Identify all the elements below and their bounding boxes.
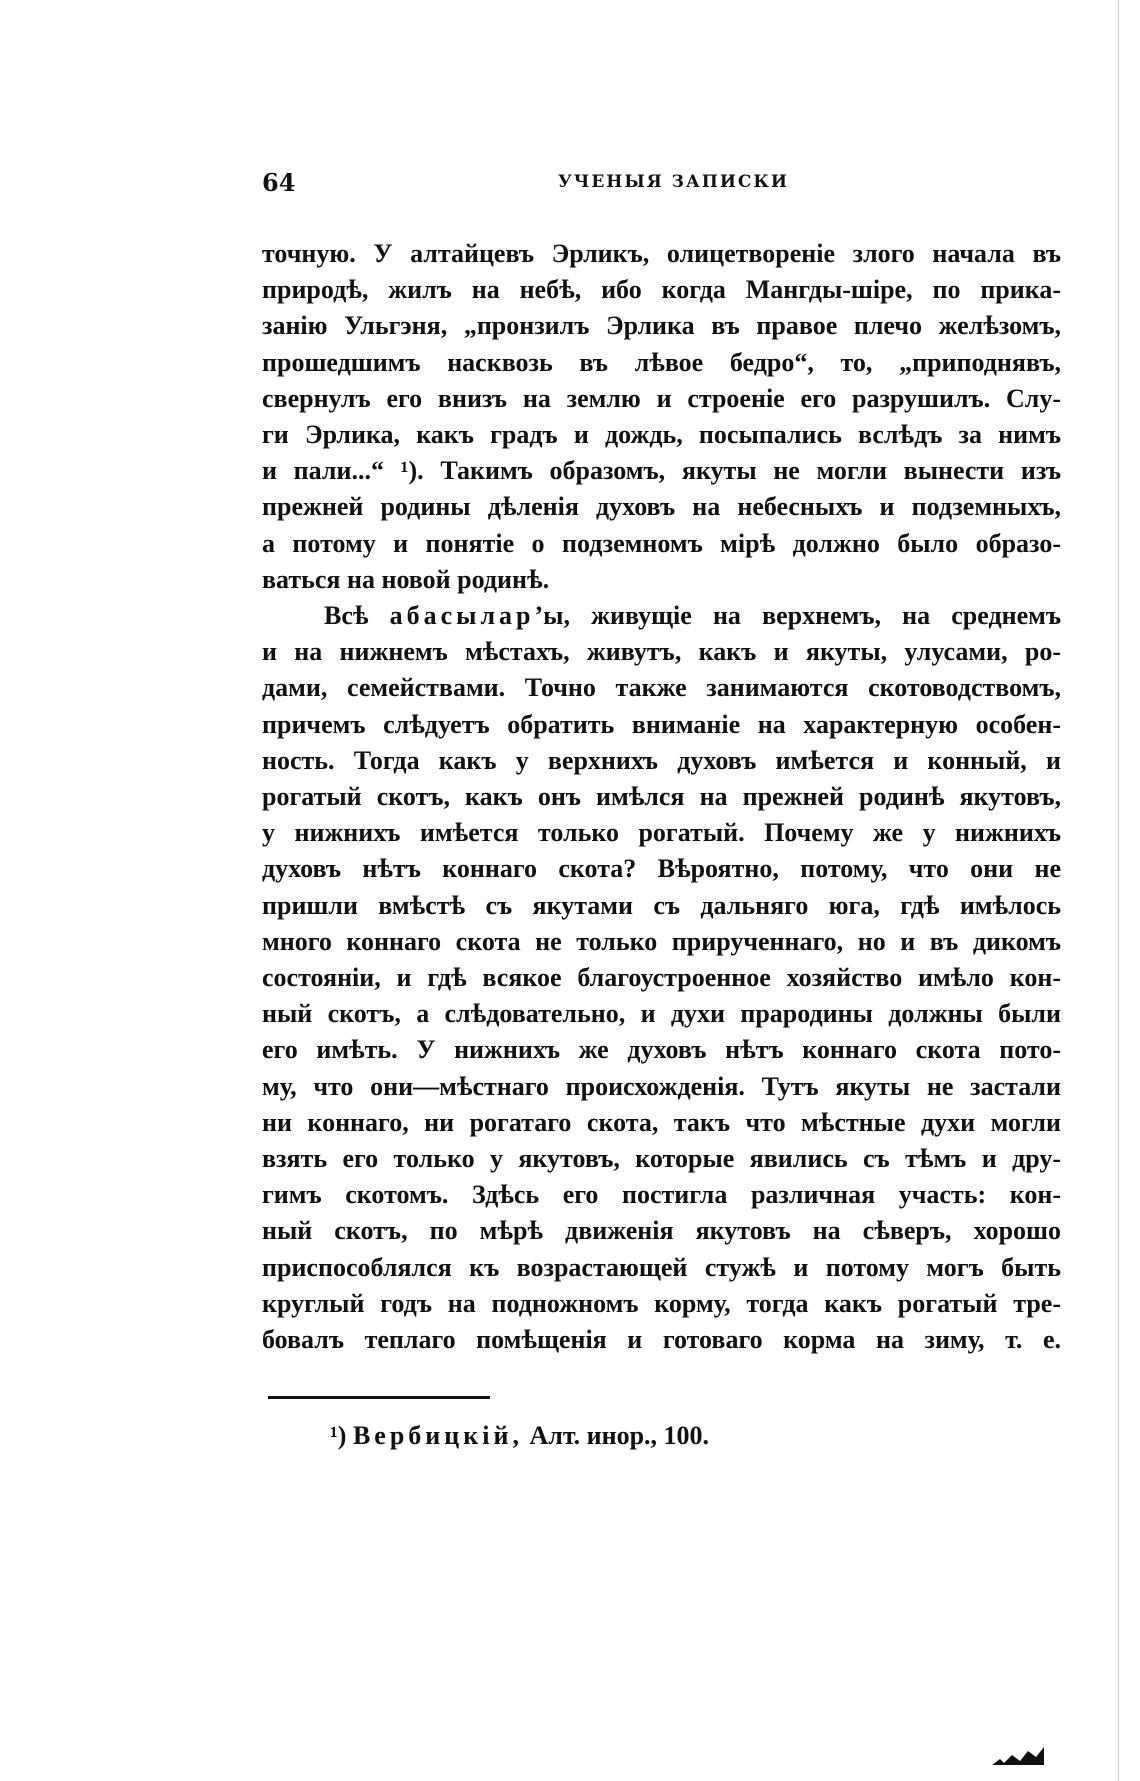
text-line: приспособлялся къ возрастающей стужѣ и потому могъ быть [262, 1252, 1061, 1282]
text-line: дами, семействами. Точно также занимаются скотоводствомъ, [262, 673, 1061, 703]
text-line: ный скотъ, а слѣдовательно, и духи прародины должны были [262, 999, 1061, 1029]
text-line: ность. Тогда какъ у верхнихъ духовъ имѣется и конный, и [262, 745, 1061, 775]
paragraph-2 [262, 598, 1061, 1358]
text-line: его имѣть. У нижнихъ же духовъ нѣтъ коннаго скота пото- [262, 1035, 1061, 1065]
text-line: гимъ скотомъ. Здѣсь его постигла различная участь: кон- [262, 1180, 1061, 1210]
body-text [262, 236, 1061, 1358]
text-line: круглый годъ на подножномъ корму, тогда какъ рогатый тре- [262, 1288, 1061, 1318]
text-line: много коннаго скота не только прирученнаго, но и въ дикомъ [262, 926, 1061, 956]
text-line: и пали...“ ¹). Такимъ образомъ, якуты не могли вынести изъ [262, 456, 1061, 486]
text-line: прошедшимъ насквозь въ лѣвое бедро“, то, „приподнявъ, [262, 347, 1061, 377]
text-line: прежней родины дѣленія духовъ на небесныхъ и подземныхъ, [262, 492, 1061, 522]
running-head: УЧЕНЫЯ ЗАПИСКИ [558, 172, 789, 192]
text-line: ни коннаго, ни рогатаго скота, такъ что мѣстные духи могли [262, 1107, 1061, 1137]
footnote-author: Вербицкій, [352, 1421, 523, 1450]
text-line: и на нижнемъ мѣстахъ, живутъ, какъ и якуты, улусами, ро- [262, 637, 1061, 667]
page-number: 64 [262, 168, 296, 197]
text-line: природѣ, жилъ на небѣ, ибо когда Мангды-шіре, по прика- [262, 275, 1061, 305]
text-line: у нижнихъ имѣется только рогатый. Почему же у нижнихъ [262, 818, 1061, 848]
text-line: причемъ слѣдуетъ обратить вниманіе на характерную особен- [262, 709, 1061, 739]
text-line-first [262, 598, 1061, 634]
page-header [262, 168, 1062, 198]
text-line: ги Эрлика, какъ градъ и дождь, посыпались вслѣдъ за нимъ [262, 420, 1061, 450]
text-line: бовалъ теплаго помѣщенія и готоваго корма на зиму, т. е. [262, 1325, 1061, 1355]
library-stamp-mark [990, 1745, 1046, 1767]
footnote-source: Алт. инор., 100. [529, 1421, 710, 1450]
text-line: а потому и понятіе о подземномъ мірѣ должно было образо- [262, 528, 1061, 558]
text-line: точную. У алтайцевъ Эрликъ, олицетвореніе злого начала въ [262, 239, 1061, 268]
text-line: ваться на новой родинѣ. [262, 564, 550, 594]
footnote [330, 1420, 1030, 1452]
text-line: взять его только у якутовъ, которые явились съ тѣмъ и дру- [262, 1144, 1061, 1174]
text-line: пришли вмѣстѣ съ якутами съ дальняго юга, гдѣ имѣлось [262, 890, 1061, 920]
text-line: состояніи, и гдѣ всякое благоустроенное хозяйство имѣло кон- [262, 963, 1061, 993]
spaced-term: абасылар [389, 601, 535, 631]
text-fragment: Всѣ [324, 601, 369, 631]
text-line: ный скотъ, по мѣрѣ движенія якутовъ на сѣверъ, хорошо [262, 1216, 1061, 1246]
footnote-marker: ¹) [330, 1421, 347, 1450]
paragraph-1 [262, 236, 1061, 598]
text-line: занію Ульгэня, „пронзилъ Эрлика въ правое плечо желѣзомъ, [262, 311, 1061, 341]
text-line: му, что они—мѣстнаго происхожденія. Тутъ якуты не застали [262, 1071, 1061, 1101]
text-line: свернулъ его внизъ на землю и строеніе его разрушилъ. Слу- [262, 383, 1061, 413]
text-line: рогатый скотъ, какъ онъ имѣлся на прежней родинѣ якутовъ, [262, 782, 1061, 812]
text-line: духовъ нѣтъ коннаго скота? Вѣроятно, потому, что они не [262, 854, 1061, 884]
footnote-rule [268, 1396, 490, 1399]
page-edge-line [1118, 0, 1119, 1781]
text-fragment: ’ы, живущіе на верхнемъ, на среднемъ [534, 601, 1061, 631]
